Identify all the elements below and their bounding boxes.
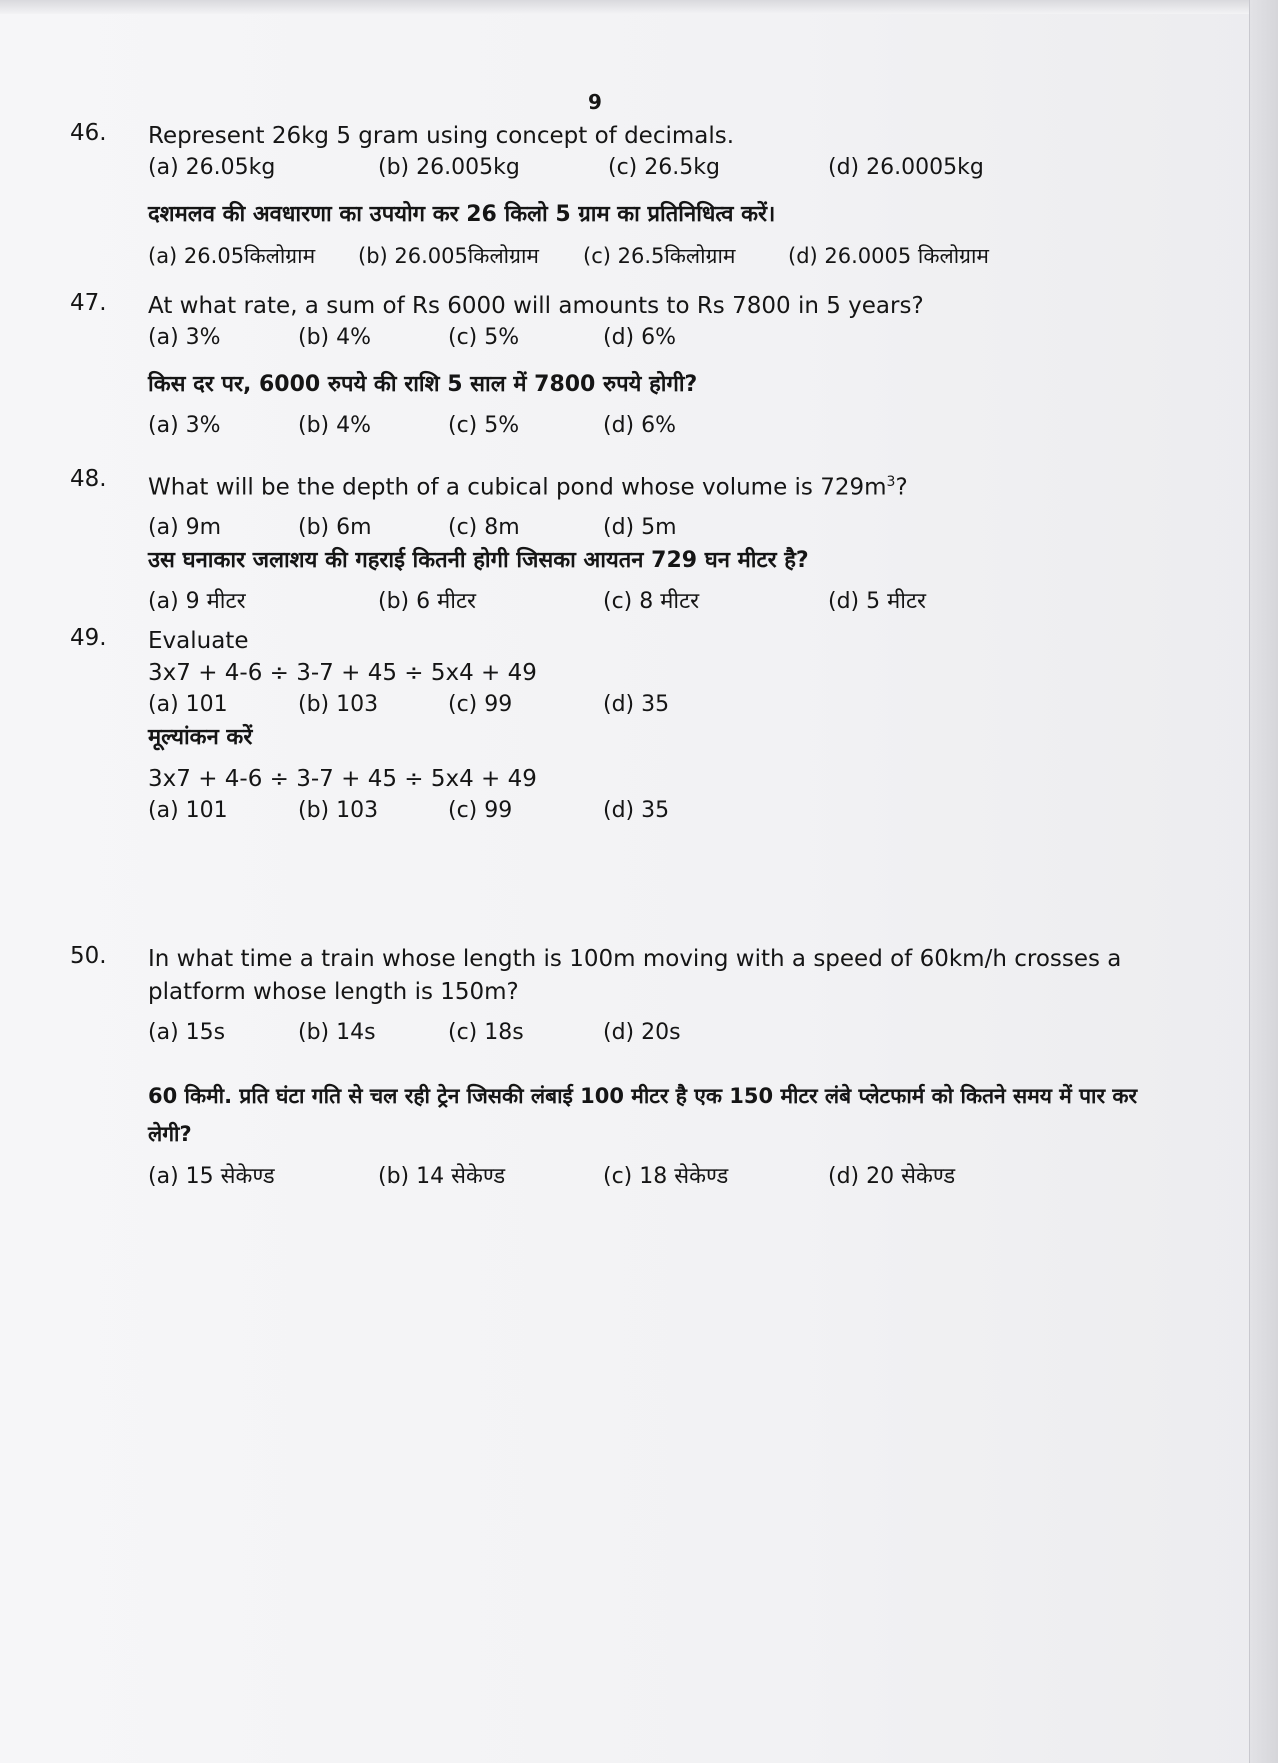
options-hi [148, 586, 1208, 618]
option-c: (c) 5% [448, 413, 520, 438]
option-b: (b) 26.005किलोग्राम [358, 244, 539, 268]
option-b: (b) 26.005kg [378, 155, 520, 180]
option-d: (d) 35 [603, 692, 670, 717]
expression-en: 3x7 + 4-6 ÷ 3-7 + 45 ÷ 5x4 + 49 [148, 660, 537, 686]
option-a: (a) 101 [148, 798, 228, 823]
options-hi [148, 240, 1208, 272]
option-a: (a) 101 [148, 692, 228, 717]
question-text-hi: 60 किमी. प्रति घंटा गति से चल रही ट्रेन जिसकी लंबाई 100 मीटर है एक 150 मीटर लंबे प्लेटफार्म को कितने समय में पार कर लेगी? [148, 1084, 1138, 1146]
options-hi [148, 795, 1208, 827]
option-b: (b) 14 सेकेण्ड [378, 1164, 506, 1189]
expression-hi: 3x7 + 4-6 ÷ 3-7 + 45 ÷ 5x4 + 49 [148, 766, 537, 792]
option-d: (d) 26.0005 किलोग्राम [788, 244, 989, 268]
question-text-en-main: What will be the depth of a cubical pond whose volume is 729m [148, 474, 887, 501]
question-number: 47. [70, 290, 107, 316]
question-number: 48. [70, 466, 107, 492]
question-text-en: Evaluate [148, 628, 249, 654]
option-b: (b) 103 [298, 798, 379, 823]
option-c: (c) 99 [448, 798, 513, 823]
question-number: 50. [70, 943, 107, 969]
option-c: (c) 8 मीटर [603, 588, 700, 614]
question-number: 46. [70, 120, 107, 146]
option-b: (b) 4% [298, 413, 372, 438]
option-d: (d) 5 मीटर [828, 588, 927, 614]
options-en [148, 1017, 1208, 1049]
option-c: (c) 99 [448, 692, 513, 717]
option-c: (c) 18s [448, 1020, 524, 1045]
option-d: (d) 6% [603, 413, 677, 438]
question-number: 49. [70, 625, 107, 651]
option-a: (a) 9 मीटर [148, 588, 246, 614]
option-b: (b) 103 [298, 692, 379, 717]
option-c: (c) 8m [448, 514, 520, 540]
option-c: (c) 26.5किलोग्राम [583, 244, 736, 268]
option-c: (c) 26.5kg [608, 155, 720, 180]
options-en [148, 322, 1208, 354]
question-text-hi: दशमलव की अवधारणा का उपयोग कर 26 किलो 5 ग्राम का प्रतिनिधित्व करें। [148, 202, 776, 227]
option-a: (a) 26.05किलोग्राम [148, 244, 316, 268]
question-text-hi: किस दर पर, 6000 रुपये की राशि 5 साल में 7800 रुपये होगी? [148, 372, 698, 397]
option-a: (a) 9m [148, 514, 222, 540]
option-b: (b) 6m [298, 514, 372, 540]
option-b: (b) 14s [298, 1020, 376, 1045]
option-a: (a) 3% [148, 413, 221, 438]
question-text-en: Represent 26kg 5 gram using concept of decimals. [148, 123, 735, 149]
options-en [148, 152, 1208, 184]
question-text-hi: मूल्यांकन करें [148, 725, 253, 750]
question-text-en-end: ? [895, 474, 908, 501]
option-a: (a) 15 सेकेण्ड [148, 1164, 275, 1189]
question-text-en: At what rate, a sum of Rs 6000 will amounts to Rs 7800 in 5 years? [148, 293, 924, 319]
option-c: (c) 5% [448, 325, 520, 350]
question-text-en: In what time a train whose length is 100m moving with a speed of 60km/h crosses a platform whose length is 150m? [148, 946, 1122, 1005]
option-d: (d) 5m [603, 514, 677, 540]
superscript: 3 [886, 474, 896, 490]
option-d: (d) 26.0005kg [828, 155, 984, 180]
option-d: (d) 35 [603, 798, 670, 823]
question-text-en [148, 466, 1208, 504]
options-en [148, 512, 1208, 544]
option-b: (b) 4% [298, 325, 372, 350]
option-d: (d) 20 सेकेण्ड [828, 1164, 956, 1189]
option-a: (a) 26.05kg [148, 155, 276, 180]
options-hi [148, 410, 1208, 442]
option-d: (d) 6% [603, 325, 677, 350]
options-hi [148, 1161, 1208, 1193]
option-b: (b) 6 मीटर [378, 588, 477, 614]
option-a: (a) 15s [148, 1020, 226, 1045]
page-right-edge [1249, 0, 1278, 1763]
option-d: (d) 20s [603, 1020, 681, 1045]
option-c: (c) 18 सेकेण्ड [603, 1164, 729, 1189]
option-a: (a) 3% [148, 325, 221, 350]
question-text-hi: उस घनाकार जलाशय की गहराई कितनी होगी जिसका आयतन 729 घन मीटर है? [148, 547, 809, 573]
page-top-edge [0, 0, 1278, 14]
options-en [148, 689, 1208, 721]
page-number: 9 [588, 90, 602, 114]
